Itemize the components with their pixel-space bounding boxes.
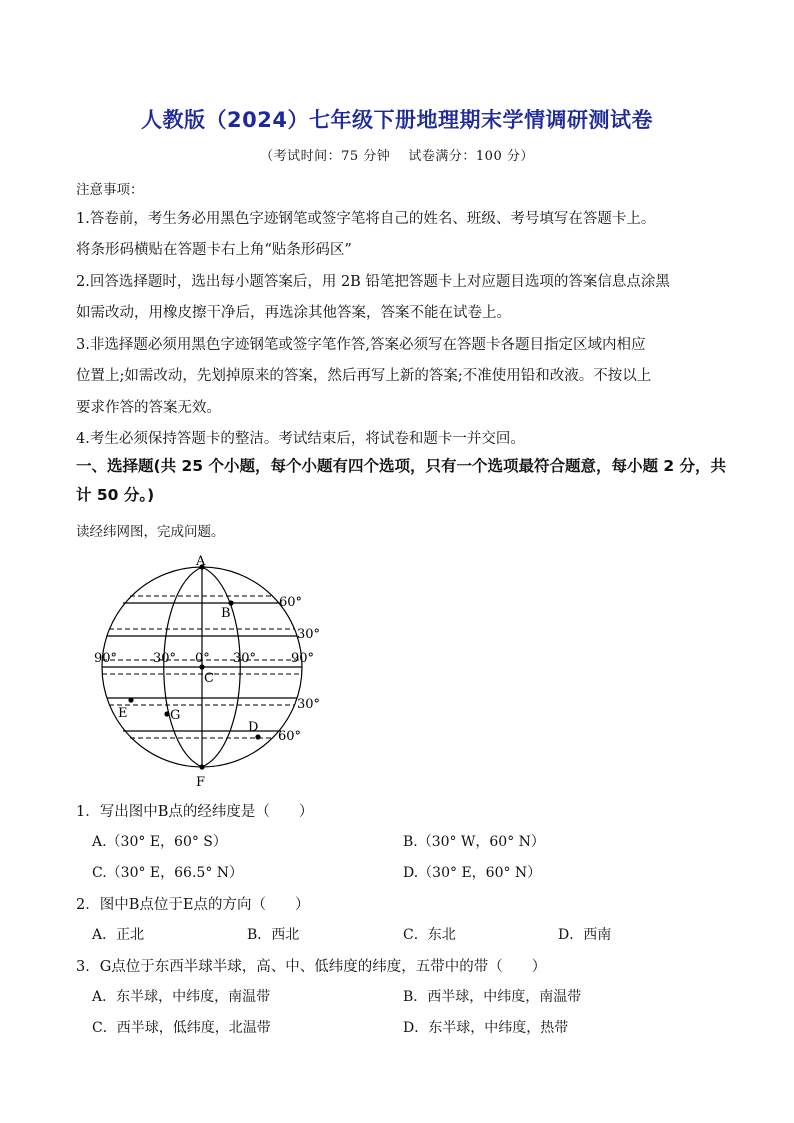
label-c: C — [204, 671, 214, 686]
q1-option-b: B.（30° W，60° N） — [403, 834, 545, 850]
label-g: G — [170, 708, 181, 723]
label-d: D — [248, 720, 259, 735]
label-lat60-top: 60° — [279, 595, 303, 610]
notice-line-8: 4.考生必须保持答题卡的整洁。考试结束后，将试卷和题卡一并交回。 — [76, 431, 525, 447]
notice-line-6: 位置上;如需改动，先划掉原来的答案，然后再写上新的答案;不准使用铅和改液。不按以上 — [76, 368, 652, 384]
q2-option-b: B．西北 — [247, 927, 300, 943]
label-lon90-right: 90° — [291, 651, 315, 666]
point-b — [228, 600, 233, 605]
label-lon30-right: 30° — [233, 651, 257, 666]
label-f: F — [196, 775, 206, 790]
label-b: B — [221, 606, 231, 621]
q3-option-a: A．东半球，中纬度，南温带 — [92, 989, 271, 1005]
q3-option-b: B．西半球，中纬度，南温带 — [403, 989, 582, 1005]
notice-line-1: 1.答卷前，考生务必用黑色字迹钢笔或签字笔将自己的姓名、班级、考号填写在答题卡上。 — [76, 211, 656, 227]
label-lat60-bottom: 60° — [278, 729, 302, 744]
page-title: 人教版（2024）七年级下册地理期末学情调研测试卷 — [141, 108, 653, 132]
label-lon30-left: 30° — [153, 651, 177, 666]
section-heading: 一、选择题(共 25 个小题，每个小题有四个选项，只有一个选项最符合题意，每小题 2 分，共计 50 分。) — [76, 457, 727, 504]
q3-option-d: D．东半球，中纬度，热带 — [403, 1020, 569, 1036]
point-g — [164, 711, 169, 716]
q1-option-c: C.（30° E，66.5° N） — [92, 865, 244, 881]
question-3-stem: 3．G点位于东西半球半球，高、中、低纬度的纬度，五带中的带（ ） — [76, 959, 547, 975]
point-f — [199, 764, 204, 769]
question-2-stem: 2．图中B点位于E点的方向（ ） — [76, 897, 310, 913]
label-lat30-bottom: 30° — [297, 697, 321, 712]
q2-option-d: D．西南 — [558, 927, 612, 943]
exam-info: （考试时间：75 分钟 试卷满分：100 分） — [260, 149, 534, 164]
q1-option-d: D.（30° E，60° N） — [403, 865, 542, 881]
label-lon90-left: 90° — [94, 651, 118, 666]
notice-heading: 注意事项： — [76, 182, 144, 198]
label-a: A — [196, 554, 206, 569]
question-1-stem: 1．写出图中B点的经纬度是（ ） — [76, 804, 314, 820]
notice-line-7: 要求作答的答案无效。 — [76, 400, 221, 416]
q1-option-a: A.（30° E，60° S） — [92, 834, 227, 850]
point-d — [255, 734, 260, 739]
label-lat30-top: 30° — [297, 627, 321, 642]
notice-line-4: 如需改动，用橡皮擦干净后，再选涂其他答案，答案不能在试卷上。 — [76, 305, 511, 321]
section-intro: 读经纬网图，完成问题。 — [76, 524, 225, 540]
notice-line-2: 将条形码横贴在答题卡右上角“贴条形码区” — [76, 242, 352, 258]
notice-line-3: 2.回答选择题时，选出每小题答案后，用 2B 铅笔把答题卡上对应题目选项的答案信息点涂黑 — [76, 274, 670, 290]
notice-line-5: 3.非选择题必须用黑色字迹钢笔或签字笔作答,答案必须写在答题卡各题目指定区域内相应 — [76, 337, 646, 353]
q2-option-a: A．正北 — [92, 927, 145, 943]
q3-option-c: C．西半球，低纬度，北温带 — [92, 1020, 271, 1036]
label-lon0: 0° — [195, 651, 210, 666]
graticule-figure — [88, 548, 328, 790]
q2-option-c: C．东北 — [403, 927, 456, 943]
point-e — [128, 697, 133, 702]
label-e: E — [118, 706, 128, 721]
